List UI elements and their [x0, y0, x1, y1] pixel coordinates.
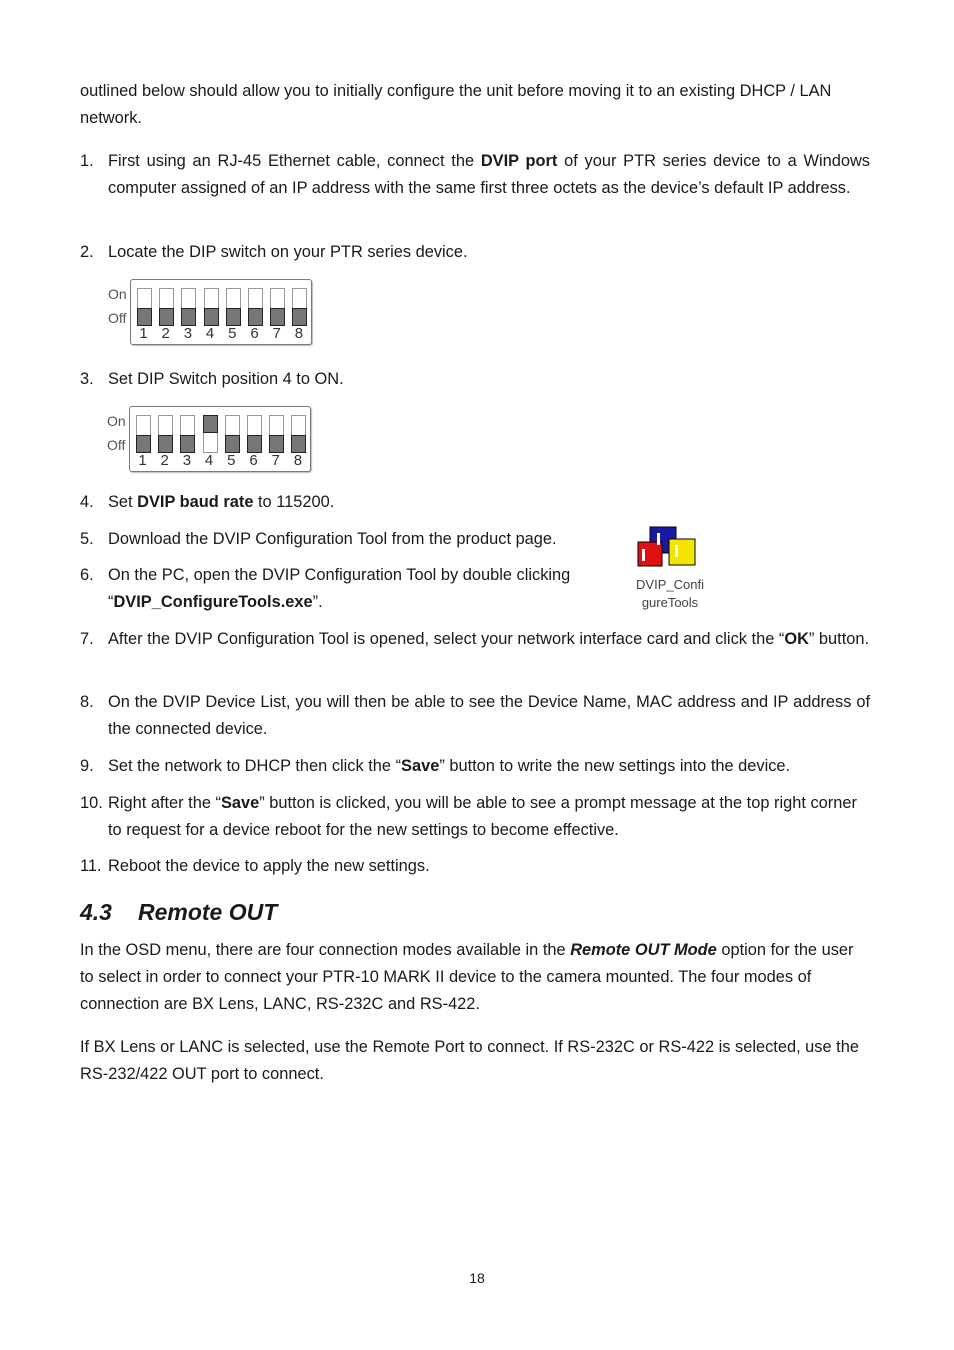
dip-switch-number: 1: [138, 452, 147, 469]
dip-switch-knob: [160, 309, 173, 325]
dip-switch-knob: [205, 309, 218, 325]
dip-switch-5: [225, 415, 240, 453]
dip-switch-number: 6: [250, 325, 259, 342]
dip-switch-4: [203, 415, 218, 453]
dip-switch-knob: [271, 309, 284, 325]
dip-switch-knob: [292, 436, 305, 452]
dip-switch-number: 8: [294, 325, 304, 342]
dip-switch-8: [292, 288, 307, 326]
dip-switch-knob: [248, 436, 261, 452]
dip-switch-2: [158, 415, 173, 453]
app-icon-graphic: [630, 526, 710, 574]
dip-on-label: On: [107, 413, 126, 429]
dip-switch-knob: [249, 309, 262, 325]
dip-switch-knob: [138, 309, 151, 325]
dip-switch-7: [270, 288, 285, 326]
dip-switch-diagram-default: [108, 279, 314, 347]
dip-switch-knob: [226, 436, 239, 452]
section-paragraph-2: If BX Lens or LANC is selected, use the Remote Port to connect. If RS-232C or RS-422 is selected, use the RS-232/422 OUT port to connect.: [80, 1038, 859, 1083]
intro-paragraph: outlined below should allow you to initially configure the unit before moving it to an existing DHCP / LAN network.: [80, 82, 832, 127]
dip-switch-number: 4: [204, 452, 214, 469]
dip-switch-number: 3: [182, 452, 192, 469]
dip-switch-number: 7: [271, 452, 280, 469]
dip-switch-number: 6: [249, 452, 258, 469]
dip-switch-6: [248, 288, 263, 326]
dip-switch-4: [204, 288, 219, 326]
dip-off-label: Off: [107, 437, 126, 453]
dip-switch-8: [291, 415, 306, 453]
page-number: 18: [469, 1270, 485, 1286]
dip-switch-knob: [181, 436, 194, 452]
dip-switch-number: 5: [228, 325, 237, 342]
dip-switch-7: [269, 415, 284, 453]
dip-switch-1: [137, 288, 152, 326]
dip-switch-knob: [270, 436, 283, 452]
dip-switch-3: [181, 288, 196, 326]
dip-switch-knob: [159, 436, 172, 452]
dip-switch-number: 5: [227, 452, 236, 469]
dip-switch-diagram-position4-on: [107, 406, 313, 474]
dip-switch-number: 2: [161, 325, 170, 342]
dvip-configure-tools-icon: DVIP_Confi gureTools: [630, 526, 710, 616]
dip-switch-knob: [204, 416, 217, 432]
dip-switch-2: [159, 288, 174, 326]
section-paragraph-1: In the OSD menu, there are four connection modes available in the Remote OUT Mode option for the user to select in order to connect your PTR-10 MARK II device to the camera mounted. The four modes of connection are BX Lens, LANC, RS-232C and RS-422.: [80, 941, 854, 1013]
dip-switch-5: [226, 288, 241, 326]
dip-off-label: Off: [108, 310, 127, 326]
dip-switch-number: 4: [205, 325, 215, 342]
dip-switch-number: 1: [139, 325, 148, 342]
dip-switch-knob: [227, 309, 240, 325]
dip-switch-number: 7: [272, 325, 281, 342]
dip-switch-knob: [293, 309, 306, 325]
dip-switch-6: [247, 415, 262, 453]
dip-switch-number: 2: [160, 452, 169, 469]
dip-switch-1: [136, 415, 151, 453]
dip-switch-3: [180, 415, 195, 453]
section-heading: 4.3 Remote OUT: [80, 899, 278, 925]
dip-switch-number: 8: [293, 452, 303, 469]
dip-switch-number: 3: [183, 325, 193, 342]
dip-switch-knob: [182, 309, 195, 325]
dip-on-label: On: [108, 286, 127, 302]
dip-switch-knob: [137, 436, 150, 452]
